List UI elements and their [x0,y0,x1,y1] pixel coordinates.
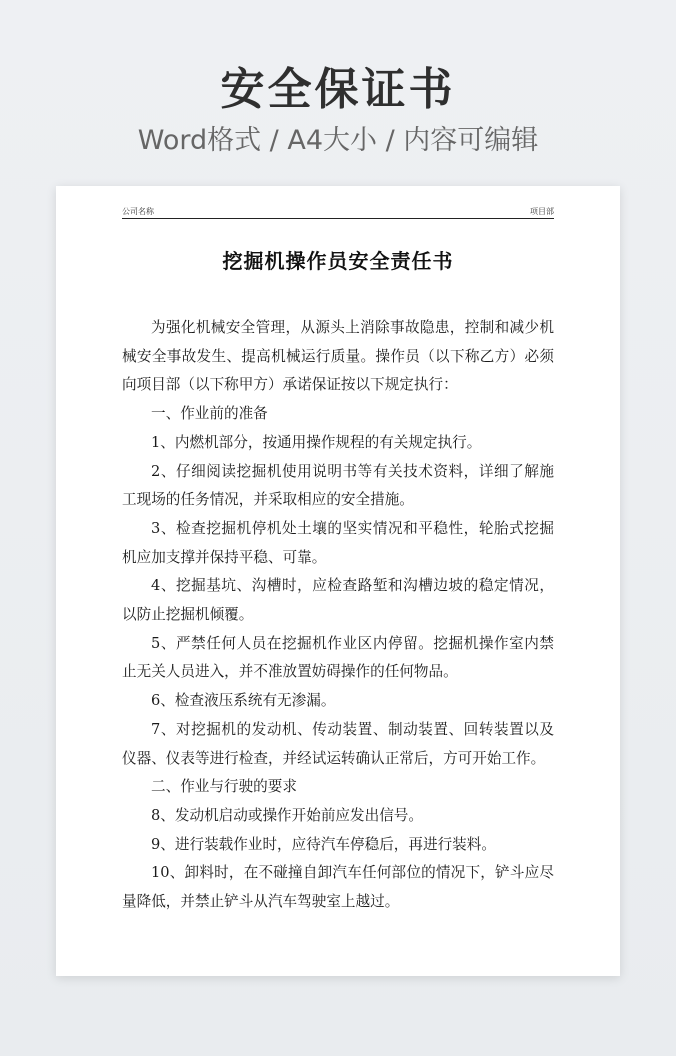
paragraph-intro: 为强化机械安全管理，从源头上消除事故隐患，控制和减少机械安全事故发生、提高机械运行质量。操作员（以下称乙方）必须向项目部（以下称甲方）承诺保证按以下规定执行： [122,319,554,394]
banner [0,60,676,160]
paragraph-item: 7、对挖掘机的发动机、传动装置、制动装置、回转装置以及仪器、仪表等进行检查，并经试运转确认正常后，方可开始工作。 [122,720,554,767]
department-name: 项目部 [530,207,554,216]
document-body [122,314,554,917]
paragraph-item: 3、检查挖掘机停机处土壤的坚实情况和平稳性，轮胎式挖掘机应加支撑并保持平稳、可靠。 [122,519,554,566]
document-page [56,186,620,976]
company-name: 公司名称 [122,207,154,216]
paragraph-item: 5、严禁任何人员在挖掘机作业区内停留。挖掘机操作室内禁止无关人员进入，并不准放置妨碍操作的任何物品。 [122,634,554,681]
section-heading: 二、作业与行驶的要求 [151,778,297,796]
document-title: 挖掘机操作员安全责任书 [222,249,454,273]
banner-subtitle: Word格式 / A4大小 / 内容可编辑 [137,125,539,156]
paragraph-item: 4、挖掘基坑、沟槽时，应检查路堑和沟槽边坡的稳定情况，以防止挖掘机倾覆。 [122,577,554,624]
paragraph-item: 6、检查液压系统有无渗漏。 [151,692,336,710]
document-header [122,206,554,219]
paragraph-item: 2、仔细阅读挖掘机使用说明书等有关技术资料，详细了解施工现场的任务情况，并采取相应的安全措施。 [122,462,554,509]
section-heading: 一、作业前的准备 [151,405,268,423]
paragraph-item: 9、进行装载作业时，应待汽车停稳后，再进行装料。 [151,835,496,853]
paragraph-item: 1、内燃机部分，按通用操作规程的有关规定执行。 [151,433,482,451]
paragraph-item: 10、卸料时，在不碰撞自卸汽车任何部位的情况下，铲斗应尽量降低，并禁止铲斗从汽车驾驶室上越过。 [122,864,554,911]
paragraph-item: 8、发动机启动或操作开始前应发出信号。 [151,806,423,824]
banner-title: 安全保证书 [220,64,456,115]
